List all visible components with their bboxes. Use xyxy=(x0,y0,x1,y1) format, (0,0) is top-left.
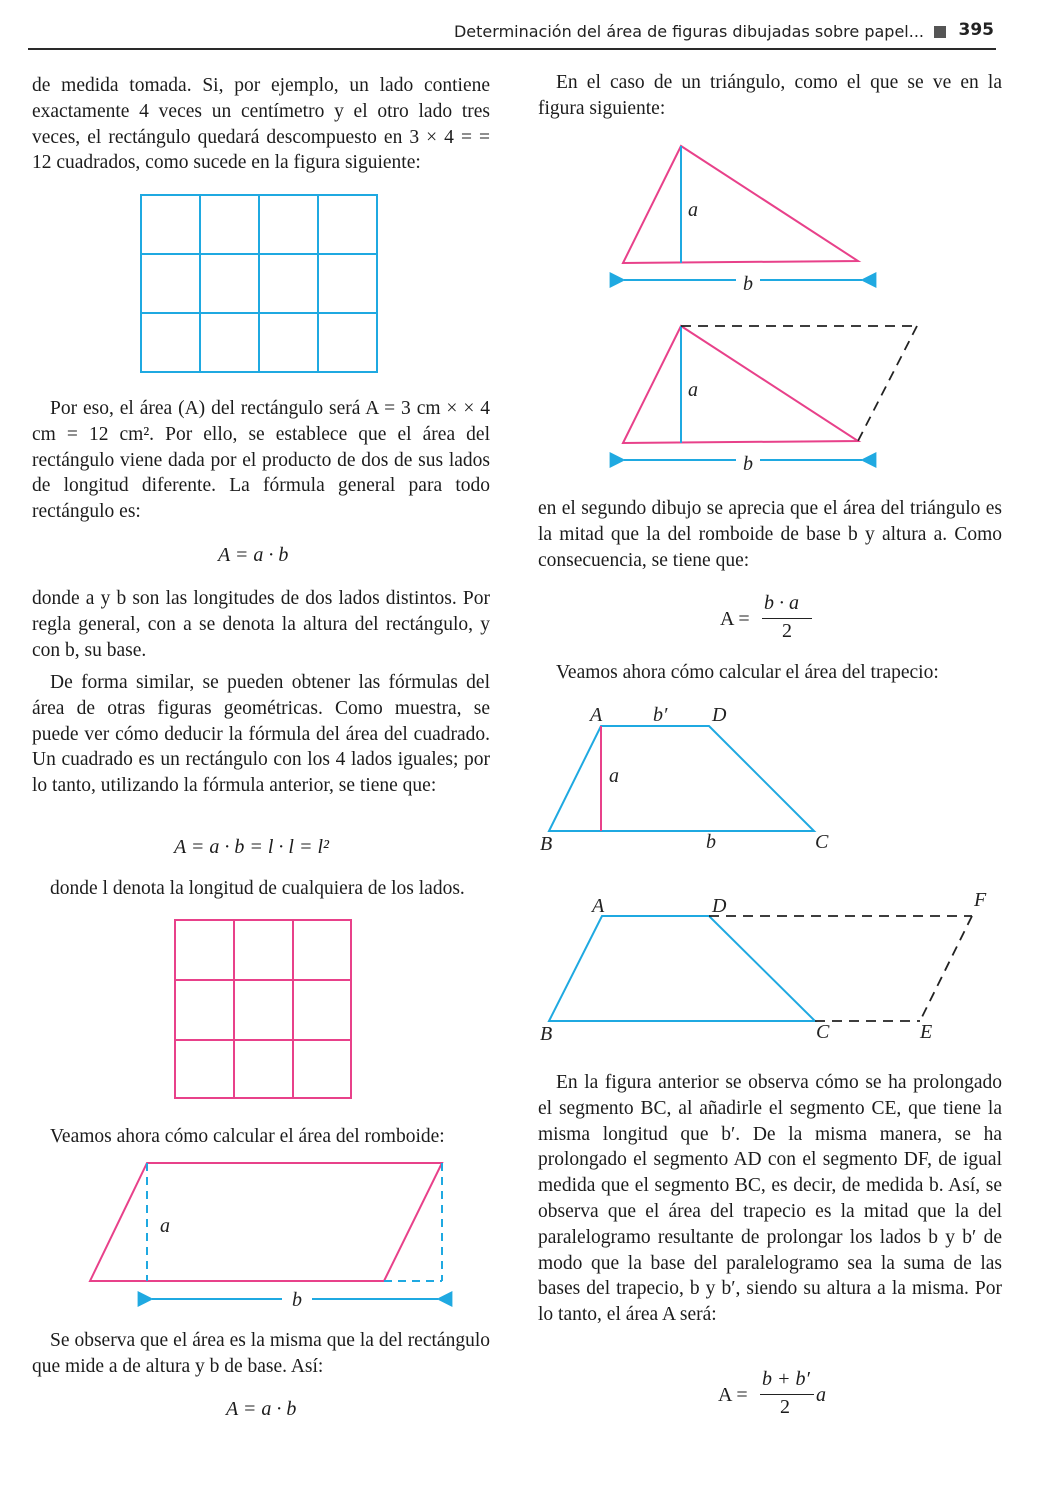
right-paragraph-3: Veamos ahora cómo calcular el área del trapecio: xyxy=(556,662,939,683)
fraction-numerator: b · a xyxy=(764,592,799,614)
fraction-denominator: 2 xyxy=(782,620,792,642)
left-paragraph-3: donde a y b son las longitudes de dos lados distintos. Por regla general, con a se denota la altura del rectángulo, y con b, su base. xyxy=(32,588,490,661)
page-number: 395 xyxy=(958,20,994,40)
left-paragraph-4: De forma similar, se pueden obtener las fórmulas del área de otras figuras geométricas. Como muestra, se puede ver cómo deducir la fórmula del área del cuadrado. Un cuadrado es un rectángulo con los 4 lados iguales; por lo tanto, utilizando la fórmula anterior, se tiene que: xyxy=(32,672,490,797)
trap2-vertex-B: B xyxy=(540,1023,553,1045)
triangle2-height-label: a xyxy=(688,379,698,401)
trap1-base-label: b xyxy=(706,831,716,853)
formula-lhs: A = xyxy=(718,1384,748,1406)
trap2-vertex-A: A xyxy=(592,895,605,917)
trap1-vertex-D: D xyxy=(712,704,727,726)
formula-square: A = a · b = l · l = l² xyxy=(174,836,330,858)
formula-lhs: A = xyxy=(720,608,750,630)
triangle2-base-label: b xyxy=(743,453,753,475)
trap1-top-base-label: b′ xyxy=(653,704,668,726)
trapezoid-figure-2 xyxy=(549,916,972,1021)
romboide-height-label: a xyxy=(160,1215,170,1237)
formula-tail: a xyxy=(816,1384,826,1406)
trap1-height-label: a xyxy=(609,765,619,787)
trap1-vertex-B: B xyxy=(540,833,553,855)
trap2-vertex-E: E xyxy=(920,1021,933,1043)
right-paragraph-2: en el segundo dibujo se aprecia que el área del triángulo es la mitad que la del romboide de base b y altura a. Como consecuencia, se tiene que: xyxy=(538,498,1002,571)
romboide-figure xyxy=(90,1163,442,1299)
left-paragraph-1: de medida tomada. Si, por ejemplo, un lado contiene exactamente 4 veces un centímetro y el otro lado tres veces, el rectángulo quedará descompuesto en 3 × 4 = = 12 cuadrados, como sucede en la figura siguiente: xyxy=(32,75,490,174)
left-paragraph-5: donde l denota la longitud de cualquiera de los lados. xyxy=(50,878,465,899)
fraction-denominator: 2 xyxy=(780,1396,790,1418)
running-title: Determinación del área de figuras dibujadas sobre papel... xyxy=(453,22,924,41)
triangle-figure-2 xyxy=(623,326,917,460)
formula-rectangle: A = a · b xyxy=(218,544,289,566)
trapezoid-figure-1 xyxy=(549,726,814,831)
romboide-base-label: b xyxy=(292,1289,302,1311)
fraction-numerator: b + b′ xyxy=(762,1368,810,1390)
right-paragraph-1: En el caso de un triángulo, como el que se ve en la figura siguiente: xyxy=(538,72,1002,119)
square-grid-figure xyxy=(175,920,351,1098)
triangle-figure-1 xyxy=(623,146,862,280)
trap2-vertex-D: D xyxy=(712,895,727,917)
left-paragraph-7: Se observa que el área es la misma que la del rectángulo que mide a de altura y b de base. Así: xyxy=(32,1330,490,1377)
trap2-vertex-C: C xyxy=(816,1021,830,1043)
formula-romboide: A = a · b xyxy=(226,1398,297,1420)
left-paragraph-6: Veamos ahora cómo calcular el área del romboide: xyxy=(50,1126,445,1147)
trap1-vertex-C: C xyxy=(815,831,829,853)
triangle1-base-label: b xyxy=(743,273,753,295)
right-paragraph-4: En la figura anterior se observa cómo se ha prolongado el segmento BC, al añadirle el segmento CE, que tiene la misma longitud que b′. De la misma manera, se ha prolongado el segmento AD con el segmento DF, de igual medida que el segmento BC, es decir, de medida b. Así, se observa que el área del trapecio es la mitad que la del paralelogramo resultante de prolongar los lados b y b′ de modo que la base del paralelogramo sea la suma de las bases del trapecio, b y b′, siendo su altura a la misma. Por lo tanto, el área A será: xyxy=(538,1072,1002,1326)
rectangle-grid-figure xyxy=(141,195,377,372)
trap1-vertex-A: A xyxy=(590,704,603,726)
trap2-vertex-F: F xyxy=(974,889,987,911)
left-paragraph-2: Por eso, el área (A) del rectángulo será A = 3 cm × × 4 cm = 12 cm². Por ello, se establece que el área del rectángulo viene dada por el producto de dos de sus lados de longitud diferente. La fórmula general para todo rectángulo es: xyxy=(32,398,490,523)
triangle1-height-label: a xyxy=(688,199,698,221)
